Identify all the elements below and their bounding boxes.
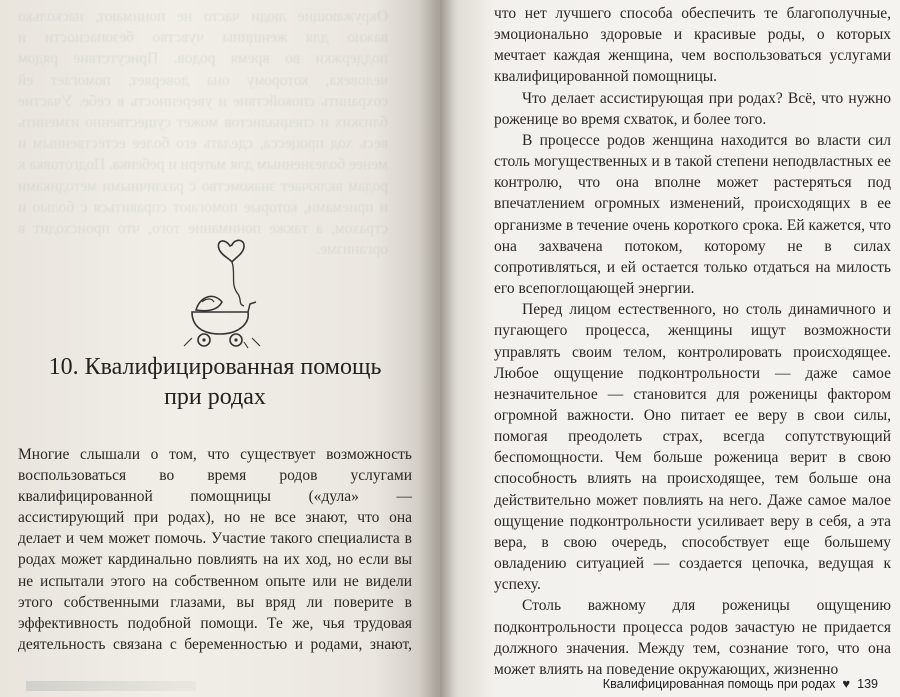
heart-icon: ♥ [842,676,851,691]
running-footer [603,676,878,691]
left-footer-bleed [26,681,196,691]
left-body-text [18,444,412,655]
right-body-text [494,3,891,680]
body-paragraph: Перед лицом естественного, но столь динамичного и пугающего процесса, женщины ищут возможности управлять своим телом, контролировать происходящее. Любое ощущение подконтрольности — даже самое незначительное — становится для роженицы фактором огромной важности. Оно питает ее веру в свои силы, помогая преодолеть страх, всегда сопутствующий беспомощности. Чем больше роженица верит в свою способность влиять на происходящее, тем больше она действительно может повлиять на него. Даже самое малое ощущение подконтрольности усиливает веру в себя, а эта вера, в свою очередь, способствует еще большему овладению ситуацией — создается цепочка, ведущая к успеху. [494,301,891,594]
chapter-title-line2: при родах [164,384,266,410]
baby-carriage-with-heart-balloon-icon [178,232,268,352]
body-paragraph: Многие слышали о том, что существует возможность воспользоваться во время родов услугами квалифицированной помощницы («дула» — ассистирующий при родах), но не все знают, что она делает и чем может помочь. Участие такого специалиста в родах может кардинально повлиять на их ход, но если вы не испытали этого на собственном опыте или не видели этого собственными глазами, вы вряд ли поверите в эффективность подобной помощи. Те же, чья трудовая деятельность связана с беременностью и родами, знают, [18,446,412,653]
bleed-through-text: Окружающие люди часто не понимают, насколько важно для женщины чувство безопасности и поддержки во время родов. Присутствие рядом человека, которому она доверяет, помогает ей сохранить спокойствие и уверенность в себе. Участие близких и специалистов может существенно изменить весь ход процесса, сделать его более естественным и менее болезненным для матери и ребенка. Подготовка к родам включает знакомство с различными методиками и приемами, которые помогают справиться с болью и страхом, а также понимание того, что происходит в организме. [18,8,388,259]
body-paragraph: Что делает ассистирующая при родах? Всё, что нужно роженице во время схваток, и более того. [494,89,891,128]
chapter-title-line1: 10. Квалифицированная помощь [48,354,382,380]
body-paragraph: В процессе родов женщина находится во власти сил столь могущественных и в такой степени неподвластных ее контролю, что она вполне может растеряться под впечатлением огромных изменений, происходящих в ее организме в течение очень короткого срока. Ей кажется, что она захвачена потоком, которому не в силах сопротивляться, и ей остается только отдаться на милость его всепоглощающей энергии. [494,131,891,298]
running-title: Квалифицированная помощь при родах [602,676,836,691]
page-number: 139 [857,676,878,691]
body-paragraph: что нет лучшего способа обеспечить те благополучные, эмоционально здоровые и красивые роды, о которых мечтает каждая женщина, чем воспользоваться услугами квалифицированной помощницы. [494,5,891,86]
left-page [0,0,440,697]
chapter-title [18,352,412,412]
body-paragraph: Столь важному для роженицы ощущению подконтрольности процесса родов зачастую не придается должного значения. Между тем, сознание того, что она может влиять на поведение окружающих, жизненно [494,597,891,678]
